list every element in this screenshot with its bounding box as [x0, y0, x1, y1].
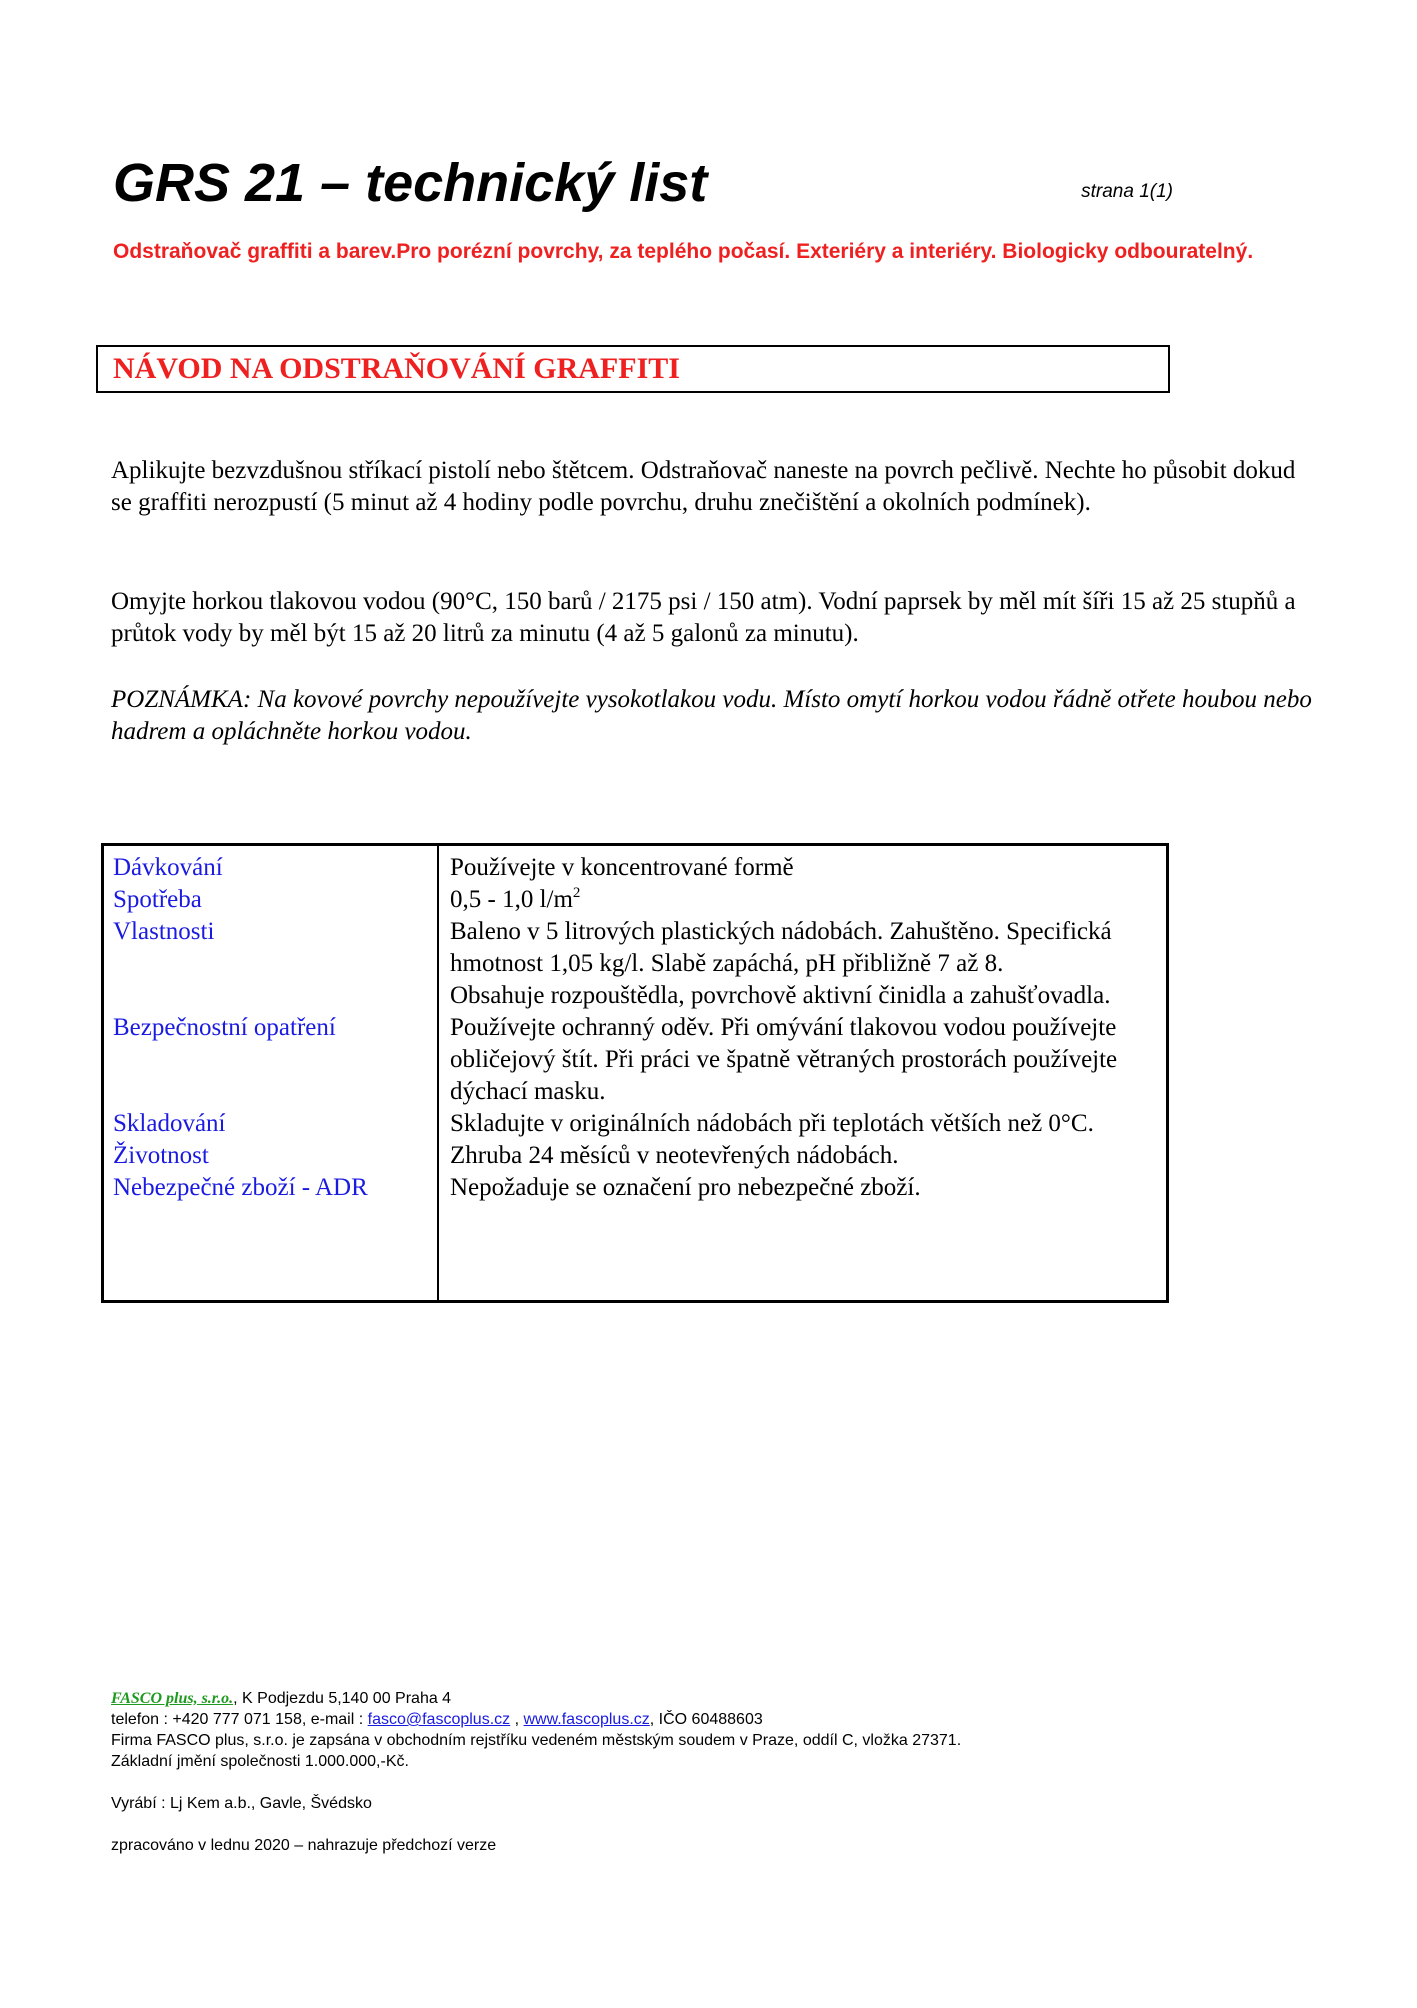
consumption-unit-exponent: 2 — [572, 885, 581, 901]
footer-contact-line — [111, 1709, 1311, 1730]
spec-value-safety: Používejte ochranný oděv. Při omývání tlakovou vodou používejte obličejový štít. Při práci ve špatně větraných prostorách používejte dýchací masku. — [450, 1014, 1118, 1105]
section-title: NÁVOD NA ODSTRAŇOVÁNÍ GRAFFITI — [113, 352, 680, 385]
registry-text: Firma FASCO plus, s.r.o. je zapsána v obchodním rejstříku vedeném městským soudem v Praze, oddíl C, vložka 27371. — [111, 1732, 962, 1749]
properties-line: Baleno v 5 litrových plastických nádobách. Zahuštěno. Specifická hmotnost 1,05 kg/l. Slabě zapáchá, pH přibližně 7 až 8. — [450, 918, 1112, 977]
footer-address-line — [111, 1688, 1311, 1709]
company-id: , IČO 60488603 — [649, 1711, 763, 1728]
revision-text: zpracováno v lednu 2020 – nahrazuje předchozí verze — [111, 1837, 497, 1854]
spec-label-dangerous-goods: Nebezpečné zboží - ADR — [113, 1174, 368, 1201]
capital-text: Základní jmění společnosti 1.000.000,-Kč. — [111, 1753, 409, 1770]
spec-row-storage — [113, 1108, 1163, 1140]
spec-label-safety: Bezpečnostní opatření — [113, 1014, 336, 1041]
product-description: Odstraňovač graffiti a barev.Pro porézní povrchy, za teplého počasí. Exteriéry a interiéry. Biologicky odbouratelný. — [113, 240, 1254, 263]
spec-row-safety — [113, 1012, 1163, 1108]
spec-label-consumption: Spotřeba — [113, 886, 202, 913]
spec-row-consumption — [113, 884, 1163, 916]
spec-table — [101, 843, 1169, 1303]
spec-row-dangerous-goods — [113, 1172, 1163, 1204]
header — [113, 148, 1173, 218]
instruction-washing: Omyjte horkou tlakovou vodou (90°C, 150 barů / 2175 psi / 150 atm). Vodní paprsek by měl mít šíři 15 až 25 stupňů a průtok vody by měl být 15 až 20 litrů za minutu (4 až 5 galonů za minutu). — [111, 588, 1296, 647]
spec-value-dosage: Používejte v koncentrované formě — [450, 854, 794, 881]
footer — [111, 1688, 1311, 1856]
spec-label-dosage: Dávkování — [113, 854, 223, 881]
document-title: GRS 21 – technický list — [113, 153, 708, 213]
manufacturer-text: Vyrábí : Lj Kem a.b., Gavle, Švédsko — [111, 1795, 372, 1812]
page-number: strana 1(1) — [1081, 181, 1173, 202]
instruction-note: POZNÁMKA: Na kovové povrchy nepoužívejte vysokotlakou vodu. Místo omytí horkou vodou řádně otřete houbou nebo hadrem a opláchněte horkou vodou. — [111, 686, 1312, 745]
spec-row-shelf-life — [113, 1140, 1163, 1172]
spec-label-properties: Vlastnosti — [113, 918, 215, 945]
spec-value-consumption — [450, 884, 1140, 916]
spec-row-dosage — [113, 852, 1163, 884]
spec-value-dangerous-goods: Nepožaduje se označení pro nebezpečné zboží. — [450, 1174, 921, 1201]
consumption-amount: 0,5 - 1,0 l/m — [450, 886, 573, 913]
properties-line: Obsahuje rozpouštědla, povrchově aktivní činidla a zahušťovadla. — [450, 982, 1111, 1009]
spec-label-storage: Skladování — [113, 1110, 226, 1137]
company-address: , K Podjezdu 5,140 00 Praha 4 — [233, 1690, 452, 1707]
spec-value-properties — [450, 916, 1140, 1012]
instruction-application: Aplikujte bezvzdušnou stříkací pistolí nebo štětcem. Odstraňovač naneste na povrch pečlivě. Nechte ho působit dokud se graffiti nerozpustí (5 minut až 4 hodiny podle povrchu, druhu znečištění a okolních podmínek). — [111, 457, 1296, 516]
company-name-link[interactable]: FASCO plus, s.r.o. — [111, 1690, 234, 1707]
spec-value-shelf-life: Zhruba 24 měsíců v neotevřených nádobách. — [450, 1142, 899, 1169]
spec-value-storage: Skladujte v originálních nádobách při teplotách větších než 0°C. — [450, 1110, 1094, 1137]
phone-text: telefon : +420 777 071 158, e-mail : — [111, 1711, 368, 1728]
section-heading-box — [96, 345, 1170, 393]
spec-label-shelf-life: Životnost — [113, 1142, 209, 1169]
website-link[interactable]: www.fascoplus.cz — [523, 1711, 650, 1728]
spec-row-properties — [113, 916, 1163, 1012]
contact-separator: , — [510, 1711, 524, 1728]
email-link[interactable]: fasco@fascoplus.cz — [367, 1711, 511, 1728]
